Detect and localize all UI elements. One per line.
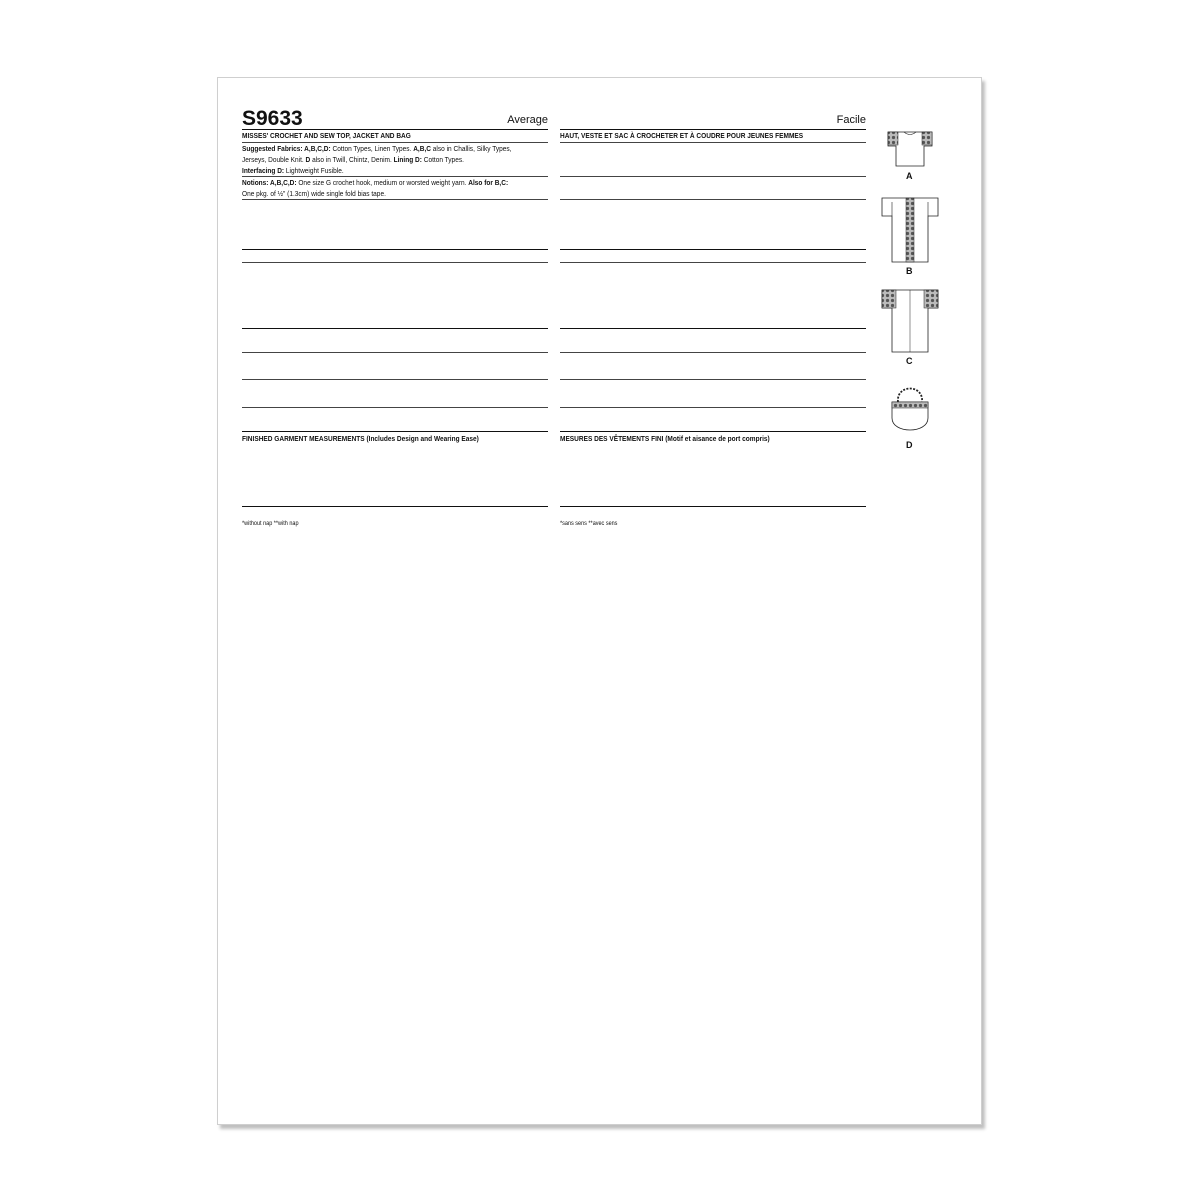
bold-run: Also for B,C: xyxy=(468,178,509,187)
footnote: *without nap **with nap xyxy=(242,520,299,527)
text-run: One pkg. of ½" (1.3cm) wide single fold bias tape. xyxy=(242,189,386,198)
finished-measurements-heading: FINISHED GARMENT MEASUREMENTS (Includes Design and Wearing Ease) xyxy=(242,434,479,443)
text-line xyxy=(242,143,511,154)
bold-run: Suggested Fabrics: A,B,C,D: xyxy=(242,144,331,153)
view-label-c: C xyxy=(906,356,913,366)
english-column xyxy=(242,78,548,538)
pattern-code: S9633 xyxy=(242,107,303,130)
top-a-sketch-icon xyxy=(886,130,934,168)
bold-run: A,B,C xyxy=(413,144,431,153)
jacket-c-sketch-icon xyxy=(880,288,940,354)
text-run: Jerseys, Double Knit. xyxy=(242,155,306,164)
skill-level: Average xyxy=(507,114,548,126)
jacket-b-sketch-icon xyxy=(880,196,940,264)
bold-run: Lining D: xyxy=(393,155,422,164)
text-line xyxy=(242,177,508,188)
text-run: also in Challis, Silky Types, xyxy=(430,144,512,153)
pattern-envelope-back xyxy=(217,77,982,1125)
view-label-a: A xyxy=(906,171,913,181)
french-column xyxy=(560,78,866,538)
text-line xyxy=(242,154,511,165)
view-sketches xyxy=(878,128,958,458)
suggested-fabrics xyxy=(242,143,511,176)
skill-level-fr: Facile xyxy=(836,114,866,126)
notions xyxy=(242,177,508,199)
text-run: also in Twill, Chintz, Denim. xyxy=(310,155,394,164)
text-line xyxy=(242,188,508,199)
text-line xyxy=(242,165,511,176)
pattern-title-fr: HAUT, VESTE ET SAC À CROCHETER ET À COUDRE POUR JEUNES FEMMES xyxy=(560,131,804,140)
bold-run: Notions: A,B,C,D: xyxy=(242,178,297,187)
bold-run: Interfacing D: xyxy=(242,166,285,175)
view-label-d: D xyxy=(906,440,913,450)
text-run: Lightweight Fusible. xyxy=(284,166,344,175)
bold-run: D xyxy=(305,155,311,164)
bag-d-sketch-icon xyxy=(888,378,932,438)
footnote-fr: *sans sens **avec sens xyxy=(560,520,618,527)
text-run: Cotton Types, Linen Types. xyxy=(330,144,414,153)
view-label-b: B xyxy=(906,266,913,276)
pattern-title: MISSES' CROCHET AND SEW TOP, JACKET AND BAG xyxy=(242,131,411,140)
text-run: One size G crochet hook, medium or worsted weight yarn. xyxy=(296,178,469,187)
text-run: Cotton Types. xyxy=(421,155,464,164)
finished-measurements-heading-fr: MESURES DES VÊTEMENTS FINI (Motif et aisance de port compris) xyxy=(560,434,770,443)
